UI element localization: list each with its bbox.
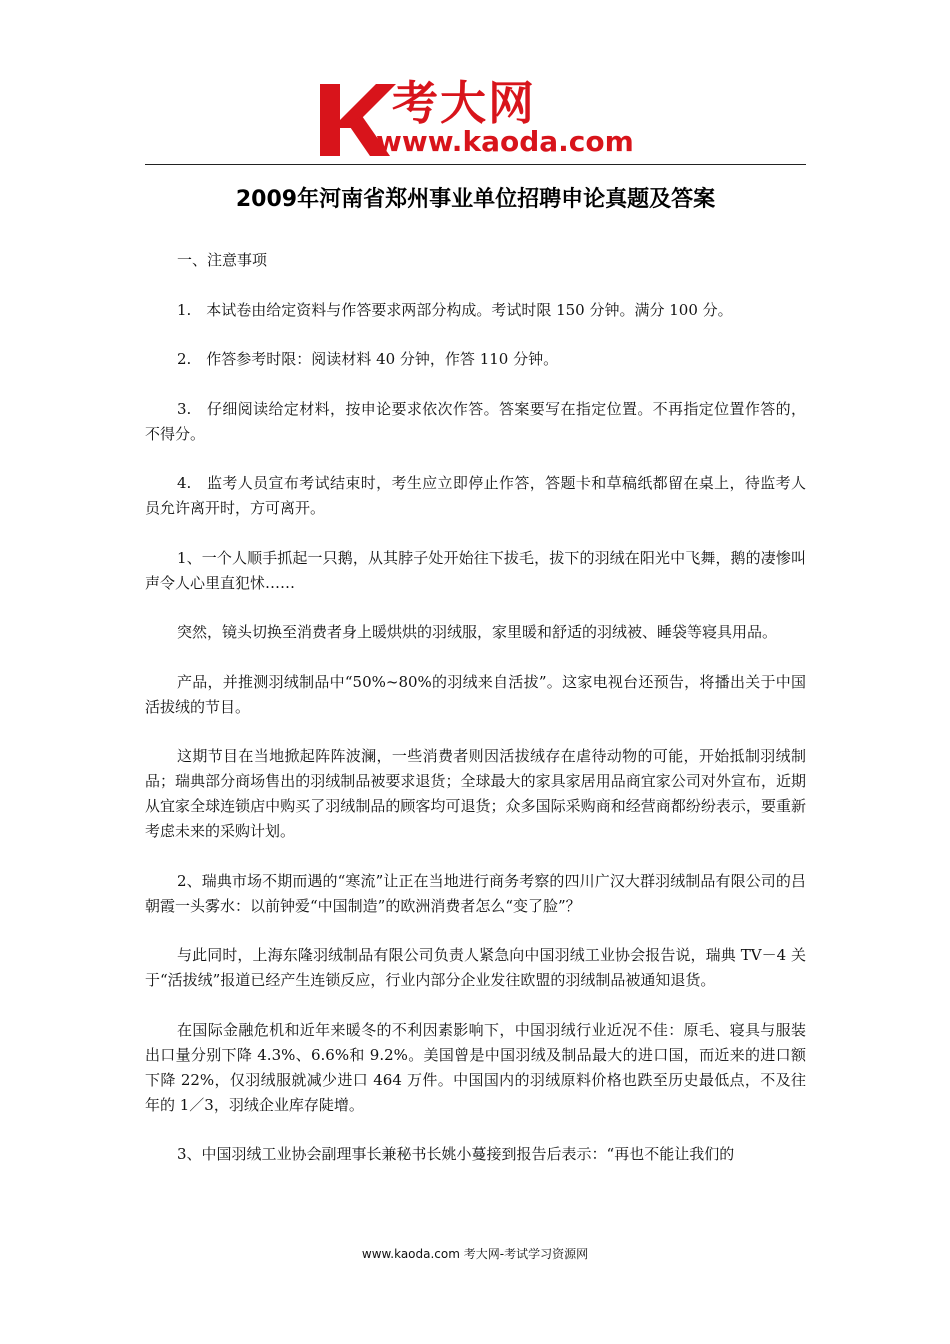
paragraph: 与此同时，上海东隆羽绒制品有限公司负责人紧急向中国羽绒工业协会报告说，瑞典 TV－4 关于“活拔绒”报道已经产生连锁反应，行业内部分企业发往欧盟的羽绒制品被通知退货。	[145, 946, 806, 989]
document-body	[145, 248, 806, 1192]
paragraph: 在国际金融危机和近年来暖冬的不利因素影响下，中国羽绒行业近况不佳：原毛、寝具与服装出口量分别下降 4.3%、6.6%和 9.2%。美国曾是中国羽绒及制品最大的进口国，而近来的进口额下降 22%，仅羽绒服就减少进口 464 万件。中国国内的羽绒原料价格也跌至历史最低点，不及往年的 1／3，羽绒企业库存陡增。	[145, 1020, 806, 1114]
paragraph: 突然，镜头切换至消费者身上暖烘烘的羽绒服，家里暖和舒适的羽绒被、睡袋等寝具用品。	[177, 623, 778, 641]
document-title: 2009年河南省郑州事业单位招聘申论真题及答案	[235, 187, 716, 212]
paragraph: 4. 监考人员宣布考试结束时，考生应立即停止作答，答题卡和草稿纸都留在桌上，待监考人员允许离开时，方可离开。	[145, 474, 806, 517]
paragraph: 这期节目在当地掀起阵阵波澜，一些消费者则因活拔绒存在虐待动物的可能，开始抵制羽绒制品；瑞典部分商场售出的羽绒制品被要求退货；全球最大的家具家居用品商宜家公司对外宣布，近期从宜家全球连锁店中购买了羽绒制品的顾客均可退货；众多国际采购商和经营商都纷纷表示，要重新考虑未来的采购计划。	[145, 747, 806, 840]
logo-name: 考大网	[392, 76, 536, 130]
paragraph: 1. 本试卷由给定资料与作答要求两部分构成。考试时限 150 分钟。满分 100 分。	[177, 300, 733, 319]
logo-url: www.kaoda.com	[376, 125, 634, 158]
paragraph: 一、注意事项	[177, 251, 268, 269]
paragraph: 2、瑞典市场不期而遇的“寒流”让正在当地进行商务考察的四川广汉大群羽绒制品有限公司的吕朝霞一头雾水：以前钟爱“中国制造”的欧洲消费者怎么“变了脸”？	[145, 871, 806, 915]
site-logo	[318, 78, 648, 160]
paragraph: 2. 作答参考时限：阅读材料 40 分钟，作答 110 分钟。	[177, 350, 559, 368]
header-divider	[145, 164, 806, 165]
page-footer: www.kaoda.com 考大网-考试学习资源网	[361, 1247, 589, 1261]
paragraph: 1、一个人顺手抓起一只鹅，从其脖子处开始往下拔毛，拔下的羽绒在阳光中飞舞，鹅的凄惨叫声令人心里直犯怵……	[145, 548, 806, 592]
paragraph: 3、中国羽绒工业协会副理事长兼秘书长姚小蔓接到报告后表示：“再也不能让我们的	[177, 1145, 735, 1163]
paragraph: 3. 仔细阅读给定材料，按申论要求依次作答。答案要写在指定位置。不再指定位置作答的，不得分。	[145, 399, 806, 443]
paragraph: 产品，并推测羽绒制品中“50%~80%的羽绒来自活拔”。这家电视台还预告，将播出关于中国活拔绒的节目。	[145, 672, 806, 716]
